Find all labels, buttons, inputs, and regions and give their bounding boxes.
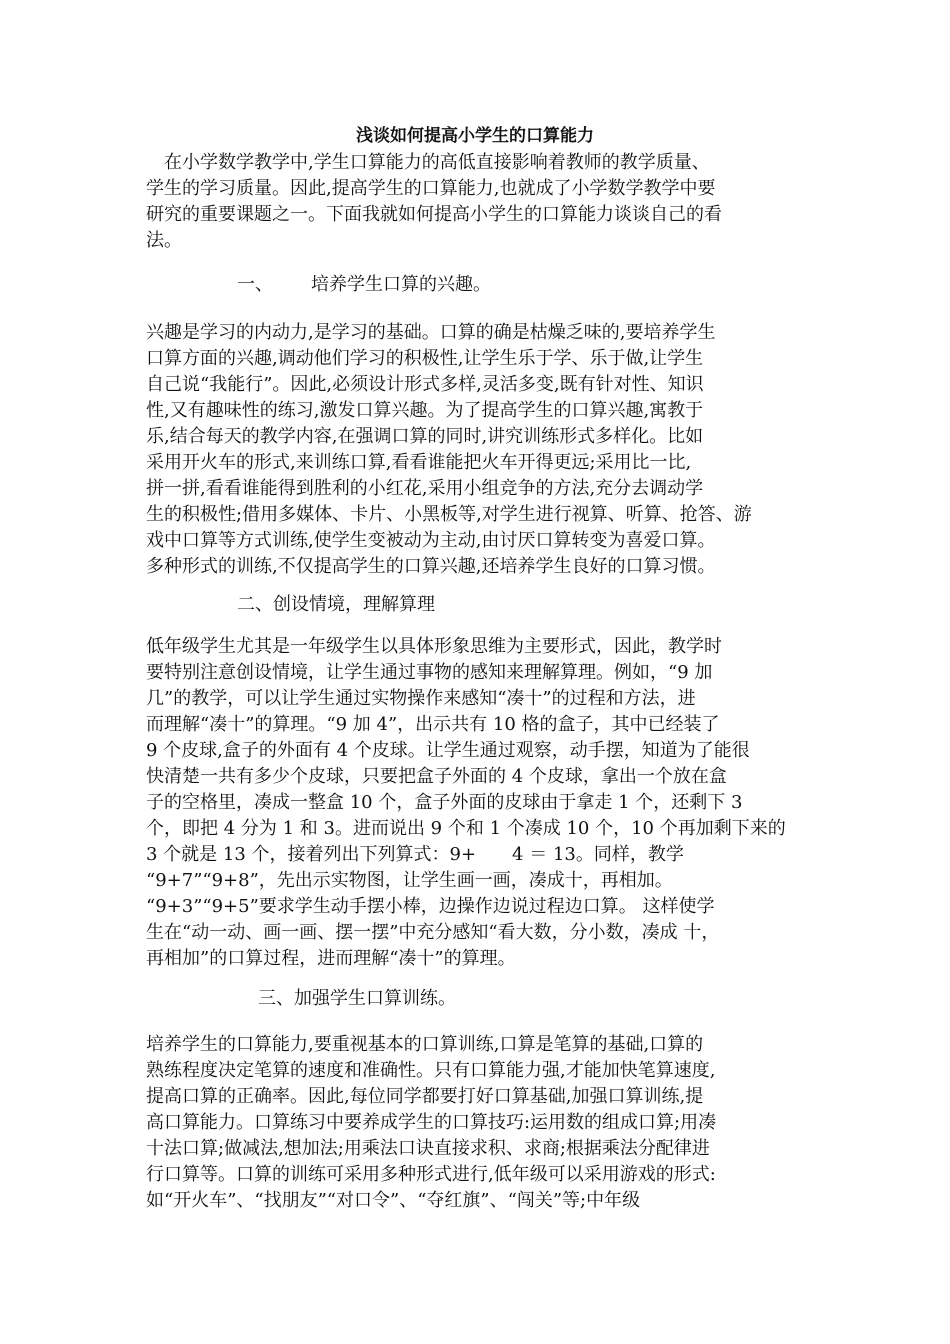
section2-line: 生在“动一动、画一画、摆一摆”中充分感知“看大数，分小数，凑成 十， [146,922,720,943]
section1-number: 一、 [237,274,273,295]
section1-line: 采用开火车的形式,来训练口算,看看谁能把火车开得更远;采用比一比, [146,452,692,473]
document-title: 浅谈如何提高小学生的口算能力 [356,126,594,146]
section3-line: 培养学生的口算能力,要重视基本的口算训练,口算是笔算的基础,口算的 [146,1034,704,1055]
section1-line: 性,又有趣味性的练习,激发口算兴趣。为了提高学生的口算兴趣,寓教于 [146,400,704,421]
section1-line: 生的积极性;借用多媒体、卡片、小黑板等,对学生进行视算、听算、抢答、游 [146,504,752,525]
section2-line: 再相加”的口算过程，进而理解“凑十”的算理。 [146,948,516,969]
intro-line: 在小学数学教学中,学生口算能力的高低直接影响着教师的教学质量、 [146,152,710,173]
section3-line: 如“开火车”、“找朋友”“对口令”、“夺红旗”、“闯关”等;中年级 [146,1190,641,1211]
section2-line: 低年级学生尤其是一年级学生以具体形象思维为主要形式，因此，教学时 [146,636,722,657]
section3-line: 十法口算;做减法,想加法;用乘法口诀直接求积、求商;根据乘法分配律进 [146,1138,710,1159]
section2-line: 个，即把 4 分为 1 和 3。进而说出 9 个和 1 个凑成 10 个，10 个再加剩下来的 [146,818,786,839]
section2-line: 快清楚一共有多少个皮球，只要把盒子外面的 4 个皮球，拿出一个放在盒 [146,766,727,787]
intro-line: 法。 [146,230,182,251]
section1-line: 多种形式的训练,不仅提高学生的口算兴趣,还培养学生良好的口算习惯。 [146,556,716,577]
section1-line: 戏中口算等方式训练,使学生变被动为主动,由讨厌口算转变为喜爱口算。 [146,530,716,551]
section2-line: 几”的教学，可以让学生通过实物操作来感知“凑十”的过程和方法，进 [146,688,696,709]
section1-line: 口算方面的兴趣,调动他们学习的积极性,让学生乐于学、乐于做,让学生 [146,348,704,369]
section2-line: 而理解“凑十”的算理。“9 加 4”，出示共有 10 格的盒子，其中已经装了 [146,714,720,735]
section2-line: 3 个就是 13 个，接着列出下列算式：9+ 4 ＝ 13。同样，教学 [146,844,684,865]
intro-line: 学生的学习质量。因此,提高学生的口算能力,也就成了小学数学教学中要 [146,178,716,199]
section1-line: 拼一拼,看看谁能得到胜利的小红花,采用小组竞争的方法,充分去调动学 [146,478,704,499]
section2-heading: 二、创设情境，理解算理 [237,594,435,615]
intro-line: 研究的重要课题之一。下面我就如何提高小学生的口算能力谈谈自己的看 [146,204,722,225]
section2-line: 9 个皮球,盒子的外面有 4 个皮球。让学生通过观察，动手摆，知道为了能很 [146,740,750,761]
section3-line: 提高口算的正确率。因此,每位同学都要打好口算基础,加强口算训练,提 [146,1086,704,1107]
section3-heading: 三、加强学生口算训练。 [258,988,456,1009]
section1-line: 自己说“我能行”。因此,必须设计形式多样,灵活多变,既有针对性、知识 [146,374,704,395]
section2-line: 要特别注意创设情境，让学生通过事物的感知来理解算理。例如，“9 加 [146,662,713,683]
section3-line: 行口算等。口算的训练可采用多种形式进行,低年级可以采用游戏的形式: [146,1164,716,1185]
section2-line: “9+3”“9+5”要求学生动手摆小棒，边操作边说过程边口算。 这样使学 [146,896,715,917]
section2-line: 子的空格里，凑成一整盒 10 个，盒子外面的皮球由于拿走 1 个，还剩下 3 [146,792,743,813]
section1-line: 兴趣是学习的内动力,是学习的基础。口算的确是枯燥乏味的,要培养学生 [146,322,716,343]
section1-line: 乐,结合每天的教学内容,在强调口算的同时,讲究训练形式多样化。比如 [146,426,704,447]
section3-line: 熟练程度决定笔算的速度和准确性。只有口算能力强,才能加快笔算速度, [146,1060,716,1081]
section1-heading: 培养学生口算的兴趣。 [311,274,491,295]
section2-line: “9+7”“9+8”，先出示实物图，让学生画一画，凑成十，再相加。 [146,870,673,891]
section3-line: 高口算能力。口算练习中要养成学生的口算技巧:运用数的组成口算;用凑 [146,1112,717,1133]
